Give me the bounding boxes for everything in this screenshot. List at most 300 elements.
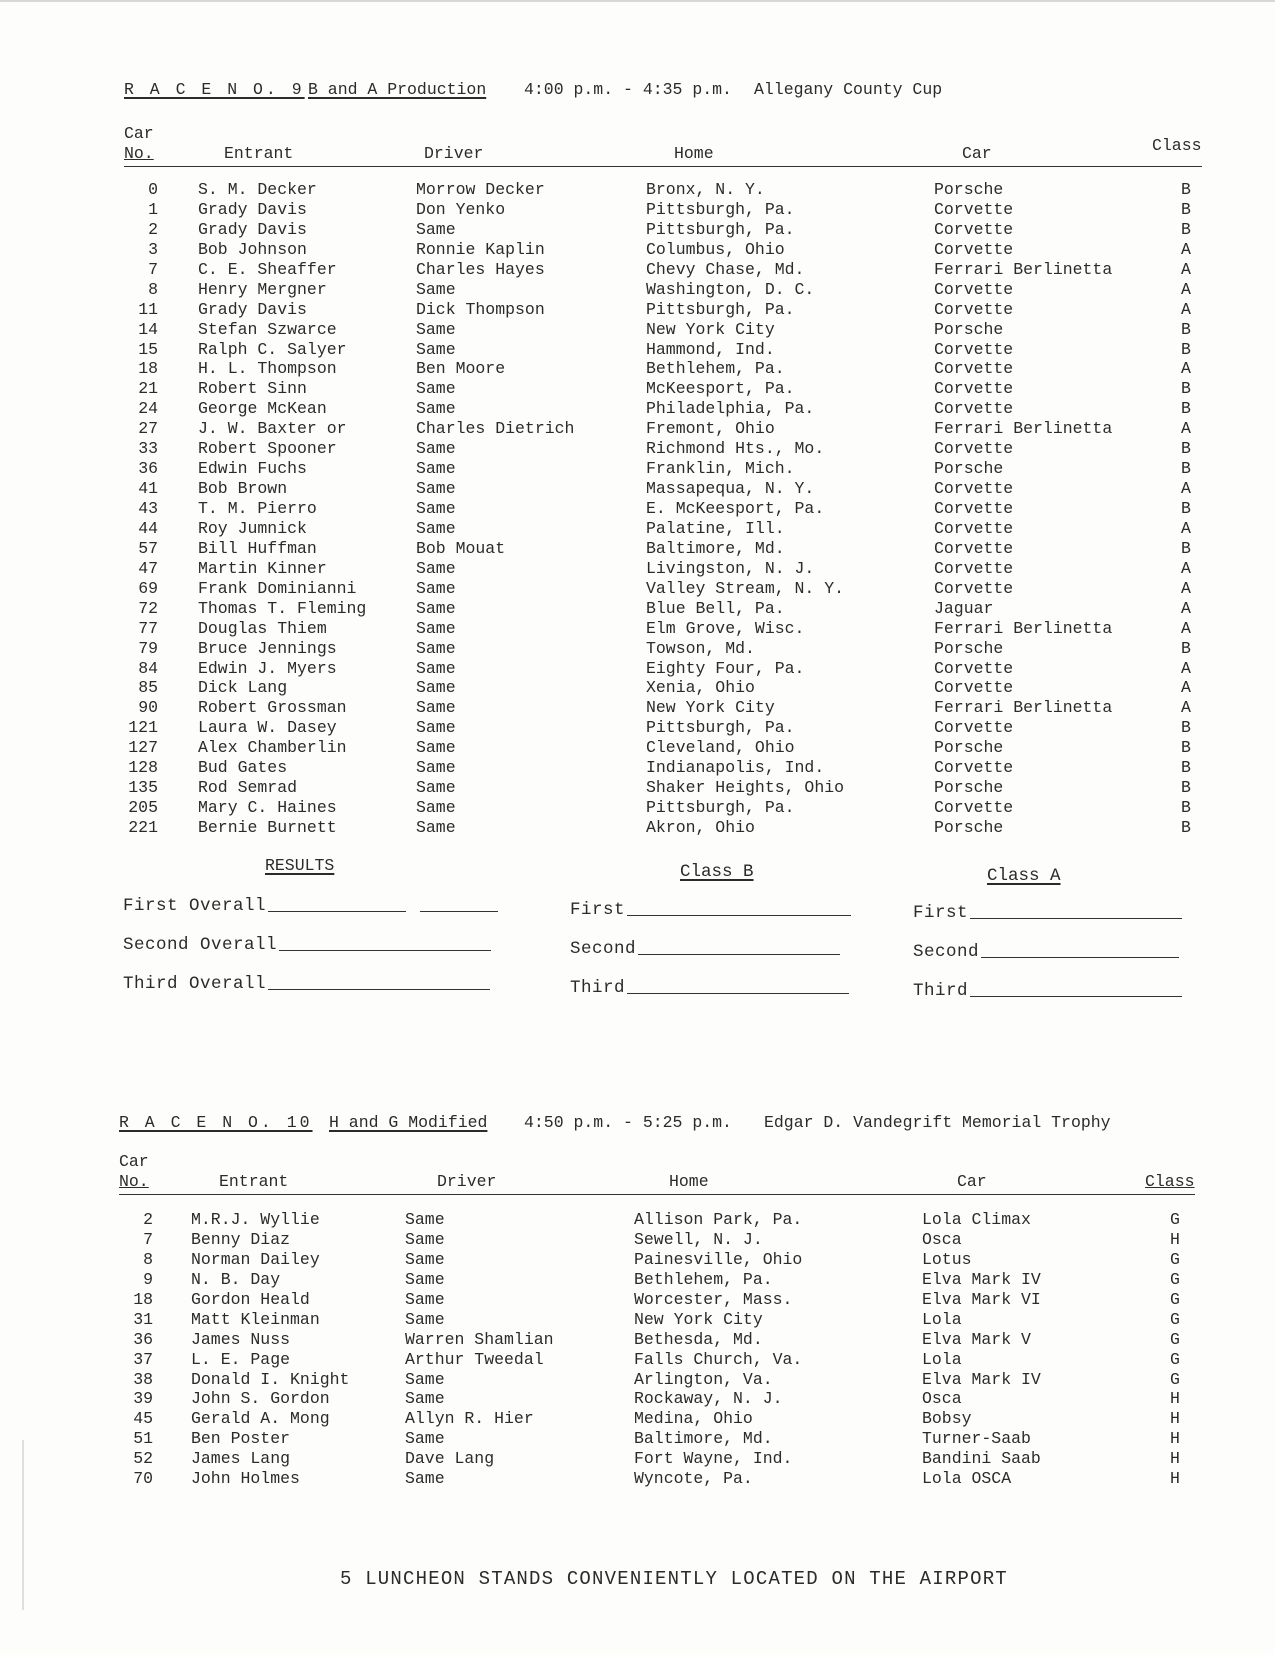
home-town: Pittsburgh, Pa. [646,219,795,239]
class-a-third-line [913,981,1182,1001]
entrant-name: Bill Huffman [198,538,317,558]
car-number: 36 [138,459,158,479]
entrant-name: Ralph C. Salyer [198,339,347,359]
entrant-name: Robert Spooner [198,439,337,459]
car-class: A [1181,518,1191,538]
car-model: Ferrari Berlinetta [934,259,1113,279]
entrant-name: Dick Lang [198,678,288,698]
car-model: Corvette [934,479,1014,499]
home-town: Chevy Chase, Md. [646,259,805,279]
entrant-name: J. W. Baxter or [198,419,347,439]
driver-name: Same [405,1469,445,1489]
col-class: Class [1145,1172,1195,1191]
car-class: A [1181,698,1191,718]
car-number: 14 [138,319,158,339]
car-class: G [1170,1349,1180,1369]
driver-name: Same [405,1229,445,1249]
car-number: 43 [138,499,158,518]
entry-row [119,1310,1197,1330]
col-home: Home [669,1172,709,1191]
home-town: Wyncote, Pa. [634,1469,753,1489]
entry-row [124,320,1202,340]
home-town: Arlington, Va. [634,1369,773,1389]
car-model: Porsche [934,319,1004,339]
second-overall-blank[interactable] [279,949,491,951]
entry-row [124,499,1202,519]
car-class: B [1181,738,1191,758]
car-class: B [1181,459,1191,479]
col-class: Class [1152,136,1202,155]
home-town: Painesville, Ohio [634,1249,803,1269]
car-model: Porsche [934,459,1004,479]
car-model: Corvette [934,399,1014,419]
home-town: New York City [646,698,775,718]
car-class: G [1170,1329,1180,1349]
driver-name: Same [416,399,456,419]
col-car: Car [962,144,992,163]
driver-name: Don Yenko [416,199,506,219]
driver-name: Same [416,479,456,499]
first-overall-blank[interactable] [268,910,406,912]
car-class: B [1181,219,1191,239]
car-model: Corvette [934,718,1014,738]
driver-name: Same [416,698,456,718]
class-b-third-blank[interactable] [627,992,849,994]
car-model: Elva Mark V [922,1329,1031,1349]
entry-row [124,659,1202,679]
entrant-name: S. M. Decker [198,180,317,199]
car-number: 221 [128,818,158,837]
car-class: B [1181,439,1191,459]
car-class: A [1181,558,1191,578]
entrant-name: Alex Chamberlin [198,738,347,758]
entry-row [124,200,1202,220]
car-model: Corvette [934,359,1014,379]
entry-row [124,479,1202,499]
home-town: Pittsburgh, Pa. [646,199,795,219]
entrant-name: Henry Mergner [198,279,327,299]
driver-name: Same [416,638,456,658]
entry-row [124,359,1202,379]
driver-name: Same [416,738,456,758]
car-number: 85 [138,678,158,698]
entrant-name: Frank Dominianni [198,578,357,598]
home-town: Cleveland, Ohio [646,738,795,758]
entry-row [124,439,1202,459]
class-b-second-line [570,939,840,959]
driver-name: Bob Mouat [416,538,506,558]
driver-name: Same [416,379,456,399]
entry-row [124,639,1202,659]
car-number: 135 [128,778,158,798]
first-overall-label: First Overall [123,896,267,916]
driver-name: Same [416,518,456,538]
entrant-name: Grady Davis [198,219,307,239]
home-town: Baltimore, Md. [634,1429,773,1449]
home-town: Rockaway, N. J. [634,1389,783,1409]
car-number: 36 [133,1329,153,1349]
car-model: Porsche [934,738,1004,758]
entry-row [124,818,1202,838]
entry-row [124,240,1202,260]
home-town: Sewell, N. J. [634,1229,763,1249]
driver-name: Same [405,1269,445,1289]
race10-entries [119,1210,1197,1489]
entrant-name: T. M. Pierro [198,499,317,518]
entrant-name: Bernie Burnett [198,818,337,837]
home-town: Shaker Heights, Ohio [646,778,845,798]
class-b-first-label: First [570,900,626,920]
home-town: Baltimore, Md. [646,538,785,558]
car-class: A [1181,658,1191,678]
entry-row [119,1270,1197,1290]
car-class: B [1181,778,1191,798]
car-class: H [1170,1389,1180,1409]
entry-row [119,1469,1197,1489]
car-number: 45 [133,1409,153,1429]
class-a-first-blank[interactable] [970,917,1182,919]
car-class: B [1181,538,1191,558]
car-model: Bobsy [922,1409,972,1429]
entrant-name: James Nuss [191,1329,291,1349]
class-a-first-line [913,903,1182,923]
car-number: 3 [148,239,158,259]
car-model: Corvette [934,678,1014,698]
entry-row [124,698,1202,718]
driver-name: Same [416,818,456,837]
entry-row [124,579,1202,599]
car-number: 70 [133,1469,153,1489]
home-town: Palatine, Ill. [646,518,785,538]
car-class: H [1170,1229,1180,1249]
col-car-label: Car [124,124,154,143]
second-overall-line [123,935,491,955]
car-number: 39 [133,1389,153,1409]
car-number: 44 [138,518,158,538]
car-number: 8 [148,279,158,299]
car-model: Elva Mark IV [922,1269,1041,1289]
entry-row [124,459,1202,479]
home-town: Bronx, N. Y. [646,180,765,199]
third-overall-label: Third Overall [123,974,267,994]
driver-name: Allyn R. Hier [405,1409,534,1429]
car-model: Corvette [934,538,1014,558]
entrant-name: George McKean [198,399,327,419]
race9-table-header [124,124,1202,167]
driver-name: Same [416,718,456,738]
entrant-name: Ben Poster [191,1429,291,1449]
entry-row [124,220,1202,240]
car-model: Porsche [934,818,1004,837]
driver-name: Same [416,658,456,678]
col-home: Home [674,144,714,163]
class-a-title: Class A [987,866,1061,886]
car-model: Corvette [934,798,1014,818]
third-overall-blank[interactable] [268,988,490,990]
entry-row [124,619,1202,639]
entrant-name: Thomas T. Fleming [198,598,367,618]
car-class: B [1181,399,1191,419]
entry-row [119,1210,1197,1230]
car-number: 7 [143,1229,153,1249]
car-number: 79 [138,638,158,658]
car-model: Lola [922,1349,962,1369]
home-town: Richmond Hts., Mo. [646,439,825,459]
car-class: A [1181,598,1191,618]
home-town: Hammond, Ind. [646,339,775,359]
car-number: 72 [138,598,158,618]
class-b-third-line [570,978,849,998]
car-number: 38 [133,1369,153,1389]
entrant-name: Stefan Szwarce [198,319,337,339]
car-model: Corvette [934,439,1014,459]
driver-name: Same [416,219,456,239]
home-town: Xenia, Ohio [646,678,755,698]
car-number: 33 [138,439,158,459]
car-number: 52 [133,1449,153,1469]
entrant-name: Edwin Fuchs [198,459,307,479]
class-b-third-label: Third [570,978,626,998]
car-number: 205 [128,798,158,818]
car-model: Lotus [922,1249,972,1269]
driver-name: Same [416,339,456,359]
home-town: Towson, Md. [646,638,755,658]
race9-trophy: Allegany County Cup [754,80,943,99]
entrant-name: Grady Davis [198,199,307,219]
car-number: 90 [138,698,158,718]
col-entrant: Entrant [224,144,294,163]
entry-row [124,419,1202,439]
home-town: Elm Grove, Wisc. [646,618,805,638]
entry-row [124,778,1202,798]
car-class: A [1181,578,1191,598]
class-a-second-label: Second [913,942,980,962]
car-number: 2 [148,219,158,239]
car-model: Bandini Saab [922,1449,1041,1469]
car-model: Corvette [934,239,1014,259]
car-class: B [1181,818,1191,837]
entry-row [124,519,1202,539]
car-number: 8 [143,1249,153,1269]
driver-name: Same [416,439,456,459]
car-class: A [1181,259,1191,279]
car-model: Jaguar [934,598,994,618]
entry-row [124,180,1202,200]
car-class: B [1181,499,1191,518]
car-class: B [1181,180,1191,199]
driver-name: Ronnie Kaplin [416,239,545,259]
entry-row [124,758,1202,778]
car-class: G [1170,1249,1180,1269]
footer-notice: 5 LUNCHEON STANDS CONVENIENTLY LOCATED ON THE AIRPORT [340,1568,1008,1590]
car-class: B [1181,379,1191,399]
car-number: 31 [133,1309,153,1329]
driver-name: Same [416,558,456,578]
car-model: Elva Mark IV [922,1369,1041,1389]
race9-class-desc: B and A Production [308,80,487,99]
race9-time: 4:00 p.m. - 4:35 p.m. [524,80,732,99]
home-town: Bethlehem, Pa. [646,359,785,379]
car-number: 15 [138,339,158,359]
col-driver: Driver [424,144,484,163]
car-class: B [1181,199,1191,219]
car-model: Corvette [934,518,1014,538]
home-town: Pittsburgh, Pa. [646,798,795,818]
driver-name: Same [416,578,456,598]
car-class: B [1181,758,1191,778]
entrant-name: L. E. Page [191,1349,291,1369]
driver-name: Same [416,499,456,518]
car-model: Elva Mark VI [922,1289,1041,1309]
entrant-name: Bob Brown [198,479,288,499]
car-class: H [1170,1469,1180,1489]
driver-name: Same [405,1249,445,1269]
driver-name: Same [405,1309,445,1329]
class-a-second-blank[interactable] [981,956,1179,958]
car-number: 47 [138,558,158,578]
home-town: Bethesda, Md. [634,1329,763,1349]
car-number: 69 [138,578,158,598]
entrant-name: John S. Gordon [191,1389,330,1409]
driver-name: Same [416,598,456,618]
driver-name: Charles Hayes [416,259,545,279]
col-no: No. [119,1172,149,1191]
car-class: B [1181,638,1191,658]
home-town: Falls Church, Va. [634,1349,803,1369]
entrant-name: Roy Jumnick [198,518,307,538]
car-number: 77 [138,618,158,638]
entrant-name: Bruce Jennings [198,638,337,658]
driver-name: Same [405,1289,445,1309]
car-number: 18 [133,1289,153,1309]
car-number: 84 [138,658,158,678]
entry-row [124,379,1202,399]
driver-name: Same [416,678,456,698]
class-b-second-label: Second [570,939,637,959]
home-town: Eighty Four, Pa. [646,658,805,678]
car-model: Corvette [934,658,1014,678]
entrant-name: Grady Davis [198,299,307,319]
car-class: A [1181,618,1191,638]
car-class: A [1181,359,1191,379]
entrant-name: Matt Kleinman [191,1309,320,1329]
entry-row [119,1230,1197,1250]
class-b-first-blank[interactable] [627,914,851,916]
entrant-name: C. E. Sheaffer [198,259,337,279]
home-town: Franklin, Mich. [646,459,795,479]
entrant-name: Robert Grossman [198,698,347,718]
home-town: Blue Bell, Pa. [646,598,785,618]
car-model: Corvette [934,199,1014,219]
scan-artifact [22,1440,24,1610]
class-a-third-blank[interactable] [970,995,1182,997]
first-overall-blank-2[interactable] [420,910,498,912]
entry-row [119,1389,1197,1409]
car-number: 21 [138,379,158,399]
car-model: Porsche [934,638,1004,658]
driver-name: Morrow Decker [416,180,545,199]
entrant-name: Laura W. Dasey [198,718,337,738]
entrant-name: Norman Dailey [191,1249,320,1269]
driver-name: Same [416,319,456,339]
home-town: Philadelphia, Pa. [646,399,815,419]
entrant-name: John Holmes [191,1469,300,1489]
car-model: Ferrari Berlinetta [934,618,1113,638]
entrant-name: Bud Gates [198,758,288,778]
car-number: 27 [138,419,158,439]
entrant-name: Gerald A. Mong [191,1409,330,1429]
entry-row [119,1290,1197,1310]
entry-row [124,738,1202,758]
home-town: Allison Park, Pa. [634,1210,803,1229]
entrant-name: Benny Diaz [191,1229,291,1249]
car-class: B [1181,339,1191,359]
car-number: 18 [138,359,158,379]
home-town: E. McKeesport, Pa. [646,499,825,518]
col-car-label: Car [119,1152,149,1171]
car-model: Corvette [934,219,1014,239]
driver-name: Same [416,459,456,479]
car-number: 2 [143,1210,153,1229]
car-model: Turner-Saab [922,1429,1031,1449]
car-class: G [1170,1309,1180,1329]
car-class: H [1170,1429,1180,1449]
car-number: 121 [128,718,158,738]
entry-row [124,280,1202,300]
class-b-first-line [570,900,851,920]
entry-row [124,678,1202,698]
car-class: A [1181,299,1191,319]
driver-name: Same [405,1429,445,1449]
class-b-second-blank[interactable] [638,953,840,955]
driver-name: Dave Lang [405,1449,495,1469]
entry-row [124,300,1202,320]
race10-trophy: Edgar D. Vandegrift Memorial Trophy [764,1113,1111,1132]
car-class: B [1181,319,1191,339]
results-title: RESULTS [265,856,335,875]
car-model: Lola Climax [922,1210,1031,1229]
entry-row [119,1330,1197,1350]
car-model: Corvette [934,279,1014,299]
home-town: Worcester, Mass. [634,1289,793,1309]
car-model: Corvette [934,339,1014,359]
car-class: A [1181,678,1191,698]
driver-name: Same [416,279,456,299]
car-class: A [1181,419,1191,439]
car-number: 51 [133,1429,153,1449]
car-class: G [1170,1269,1180,1289]
car-model: Corvette [934,758,1014,778]
car-number: 41 [138,479,158,499]
driver-name: Same [405,1369,445,1389]
entry-row [124,599,1202,619]
entry-row [119,1409,1197,1429]
home-town: New York City [634,1309,763,1329]
entrant-name: M.R.J. Wyllie [191,1210,320,1229]
entrant-name: Donald I. Knight [191,1369,350,1389]
car-number: 57 [138,538,158,558]
driver-name: Same [405,1210,445,1229]
car-model: Osca [922,1389,962,1409]
car-model: Corvette [934,299,1014,319]
home-town: Columbus, Ohio [646,239,785,259]
car-model: Osca [922,1229,962,1249]
driver-name: Warren Shamlian [405,1329,554,1349]
car-number: 9 [143,1269,153,1289]
car-number: 0 [148,180,158,199]
entrant-name: Gordon Heald [191,1289,310,1309]
car-class: B [1181,798,1191,818]
